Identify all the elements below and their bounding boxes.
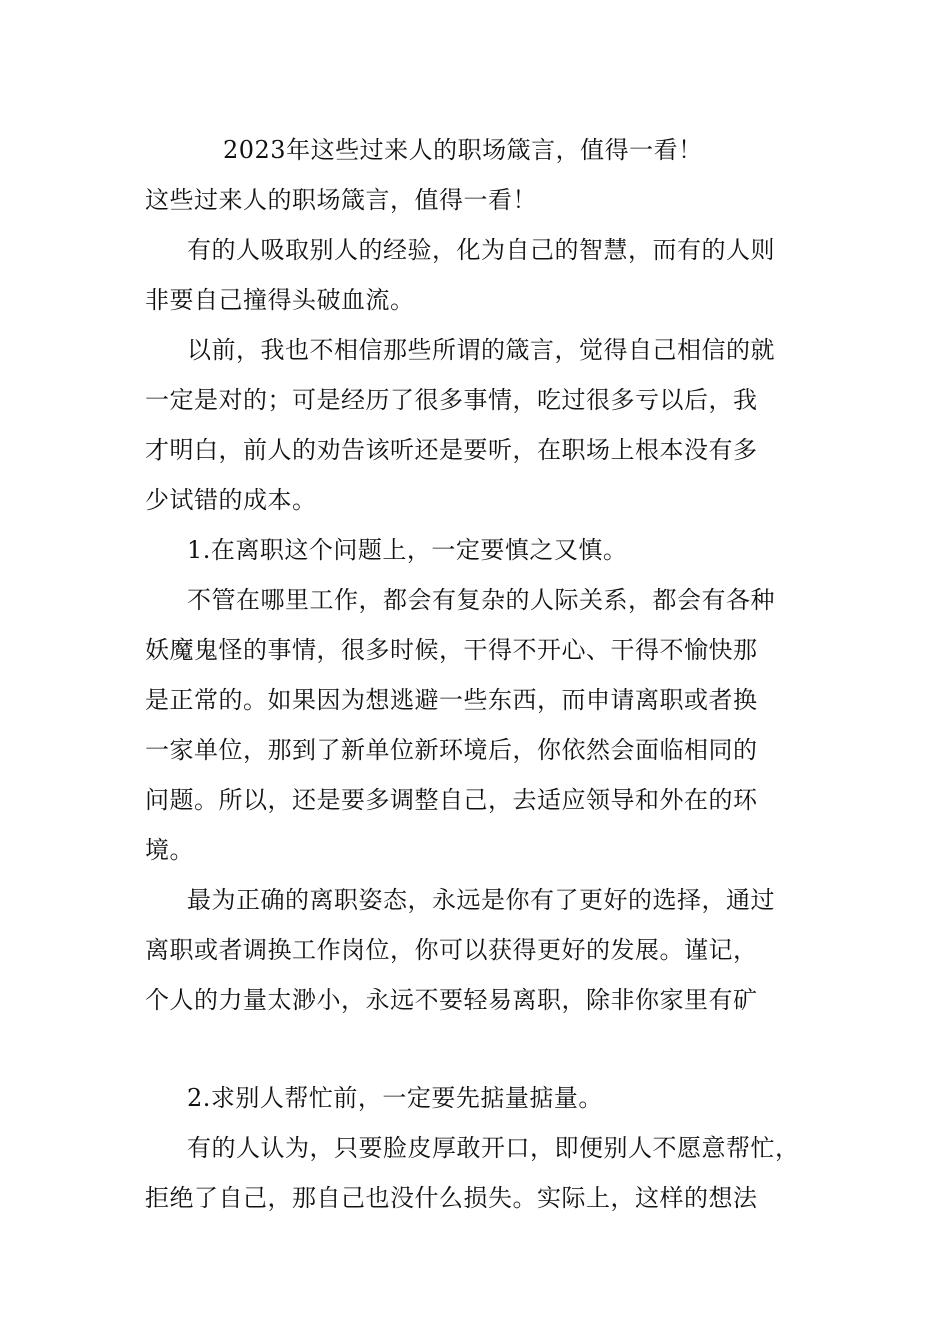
paragraph-line: 以前，我也不相信那些所谓的箴言，觉得自己相信的就: [187, 336, 775, 364]
paragraph-line: 一定是对的；可是经历了很多事情，吃过很多亏以后，我: [145, 386, 758, 414]
paragraph-line: 非要自己撞得头破血流。: [145, 286, 415, 314]
paragraph-line: 境。: [145, 836, 194, 864]
document-title: 2023年这些过来人的职场箴言，值得一看！: [223, 136, 703, 164]
document-subtitle: 这些过来人的职场箴言，值得一看！: [145, 186, 537, 214]
paragraph-line: 是正常的。如果因为想逃避一些东西，而申请离职或者换: [145, 686, 758, 714]
paragraph-line: 少试错的成本。: [145, 486, 317, 514]
paragraph-line: 最为正确的离职姿态，永远是你有了更好的选择，通过: [187, 886, 775, 914]
paragraph-line: 有的人认为，只要脸皮厚敢开口，即便别人不愿意帮忙，: [187, 1134, 800, 1162]
section-heading: 2.求别人帮忙前，一定要先掂量掂量。: [187, 1084, 603, 1112]
paragraph-line: 拒绝了自己，那自己也没什么损失。实际上，这样的想法: [145, 1184, 758, 1212]
paragraph-line: 妖魔鬼怪的事情，很多时候，干得不开心、干得不愉快那: [145, 636, 758, 664]
paragraph-line: 个人的力量太渺小，永远不要轻易离职，除非你家里有矿: [145, 986, 758, 1014]
paragraph-line: 问题。所以，还是要多调整自己，去适应领导和外在的环: [145, 786, 758, 814]
paragraph-line: 离职或者调换工作岗位，你可以获得更好的发展。谨记，: [145, 936, 758, 964]
paragraph-line: 有的人吸取别人的经验，化为自己的智慧，而有的人则: [187, 236, 775, 264]
paragraph-line: 一家单位，那到了新单位新环境后，你依然会面临相同的: [145, 736, 758, 764]
paragraph-line: 才明白，前人的劝告该听还是要听，在职场上根本没有多: [145, 436, 758, 464]
section-heading: 1.在离职这个问题上，一定要慎之又慎。: [187, 536, 628, 564]
paragraph-line: 不管在哪里工作，都会有复杂的人际关系，都会有各种: [187, 586, 775, 614]
